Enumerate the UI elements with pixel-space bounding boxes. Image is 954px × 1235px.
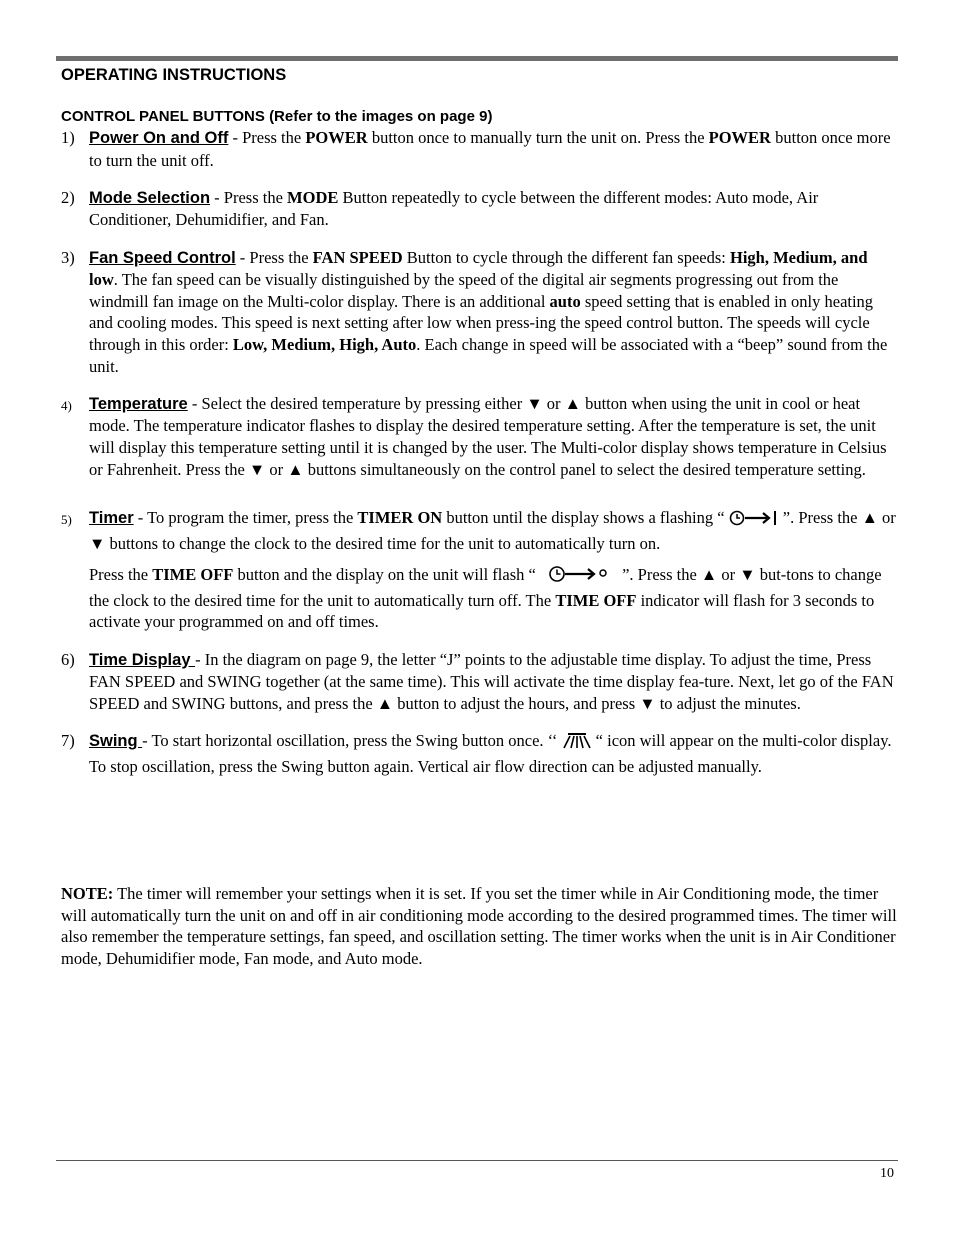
item-number: 7) — [61, 731, 75, 751]
timer-paragraph-2 — [89, 564, 897, 633]
item-heading: Mode Selection — [89, 188, 211, 207]
timer-off-icon — [548, 564, 610, 590]
note-paragraph — [61, 883, 897, 969]
item-text: ”. Press the ▲ or ▼ but-tons to change the clock to the desired time for the unit to automatically turn off. The — [89, 565, 882, 610]
timer-on-icon — [729, 509, 779, 533]
list-item-swing — [61, 730, 897, 777]
subsection-title: CONTROL PANEL BUTTONS (Refer to the images on page 9) — [61, 108, 493, 125]
item-text: Button repeatedly to cycle between the different modes: Auto mode, Air Conditioner, Dehumidifier, and Fan. — [89, 187, 819, 230]
item-number: 6) — [61, 649, 75, 669]
item-bold: MODE — [287, 187, 339, 207]
instruction-list — [61, 127, 897, 793]
list-item-temperature — [61, 393, 897, 480]
item-bold: POWER — [305, 128, 368, 147]
item-text: button until the display shows a flashing “ — [442, 508, 729, 528]
item-text: ”. Press the ▲ or ▼ buttons to change the clock to the desired time for the unit to automatically turn on. — [89, 508, 896, 553]
timer-paragraph-1 — [89, 507, 897, 554]
item-bold: POWER — [708, 128, 771, 147]
item-bold: auto — [549, 291, 581, 311]
item-text: button once to manually turn the unit on. Press the — [367, 128, 709, 147]
list-item-time-display — [61, 649, 897, 715]
item-heading: Temperature — [89, 394, 188, 413]
item-number: 5) — [61, 512, 72, 528]
item-text: indicator will flash for 3 seconds to activate your programmed on and off times. — [89, 590, 875, 632]
item-text: - Press the — [210, 187, 288, 207]
item-bold: FAN SPEED — [312, 247, 403, 267]
item-heading: Fan Speed Control — [89, 248, 236, 267]
item-text: - Select the desired temperature by pressing either ▼ or ▲ button when using the unit in cool or heat mode. The temperature indicator flashes to display the desired temperature setting. After the temperature is set, the unit will display this temperature setting until it is changed by the user. The Multi-color display shows temperature in Celsius or Fahrenheit. Press the ▼ or ▲ buttons simultaneously on the control panel to select the desired temperature setting. — [89, 393, 887, 479]
list-item-timer — [61, 507, 897, 633]
item-text: . Each change in speed will be associated with a “beep” sound from the unit. — [89, 334, 888, 376]
item-text: - Press the — [235, 247, 313, 267]
top-rule — [56, 56, 898, 61]
item-heading: Time Display — [89, 650, 196, 669]
swing-icon — [562, 732, 592, 756]
item-bold: Low, Medium, High, Auto — [232, 334, 417, 354]
item-number: 1) — [61, 128, 75, 147]
page-number: 10 — [880, 1166, 894, 1181]
item-number: 3) — [61, 247, 75, 267]
item-text: Press the — [89, 565, 153, 585]
item-bold: TIMER ON — [357, 508, 443, 528]
list-item-mode — [61, 187, 897, 231]
item-bold: TIME OFF — [152, 565, 234, 585]
item-heading: Timer — [89, 509, 134, 528]
item-text: - Press the — [228, 128, 306, 147]
item-text: - In the diagram on page 9, the letter “J” points to the adjustable time display. To adjust the time, Press FAN SPEED and SWING together (at the same time). This will activate the time display fea-ture. Next, let go of the FAN SPEED and SWING buttons, and press the ▲ button to adjust the hours, and press ▼ to adjust the minutes. — [89, 649, 894, 713]
item-text: . The fan speed can be visually distinguished by the speed of the digital air segments progressing out from the windmill fan image on the Multi-color display. There is an additional — [89, 270, 839, 311]
item-number: 4) — [61, 397, 72, 413]
list-item-fan-speed — [61, 247, 897, 378]
item-text: button and the display on the unit will flash “ — [233, 565, 540, 585]
item-text: - To program the timer, press the — [133, 508, 358, 528]
item-text: speed setting that is enabled in only heating and cooling modes. This speed is next setting after low when press-ing the speed control button. The speeds will cycle through in this order: — [89, 291, 874, 354]
item-text: “ icon will appear on the multi-color display. To stop oscillation, press the Swing button again. Vertical air flow direction can be adjusted manually. — [89, 731, 892, 776]
note-text: The timer will remember your settings when it is set. If you set the timer while in Air Conditioning mode, the timer will automatically turn the unit on and off in air conditioning mode according to the desired programmed times. The timer will also remember the temperature settings, fan speed, and oscillation setting. The timer works when the unit is in Air Conditioner mode, Dehumidifier mode, Fan mode, and Auto mode. — [61, 884, 897, 968]
item-bold: High, Medium, and low — [89, 247, 868, 290]
item-text: button once more to turn the unit off. — [89, 128, 891, 170]
item-heading: Swing — [89, 732, 143, 751]
item-heading: Power On and Off — [89, 129, 229, 147]
item-text: - To start horizontal oscillation, press the Swing button once. ‘‘ — [142, 731, 562, 751]
item-bold: TIME OFF — [555, 590, 637, 610]
item-text: Button to cycle through the different fan speeds: — [402, 247, 730, 267]
list-item-power — [61, 127, 897, 171]
bottom-rule — [56, 1160, 898, 1161]
section-title: OPERATING INSTRUCTIONS — [61, 66, 287, 84]
item-number: 2) — [61, 187, 75, 207]
note-label: NOTE: — [61, 884, 114, 903]
